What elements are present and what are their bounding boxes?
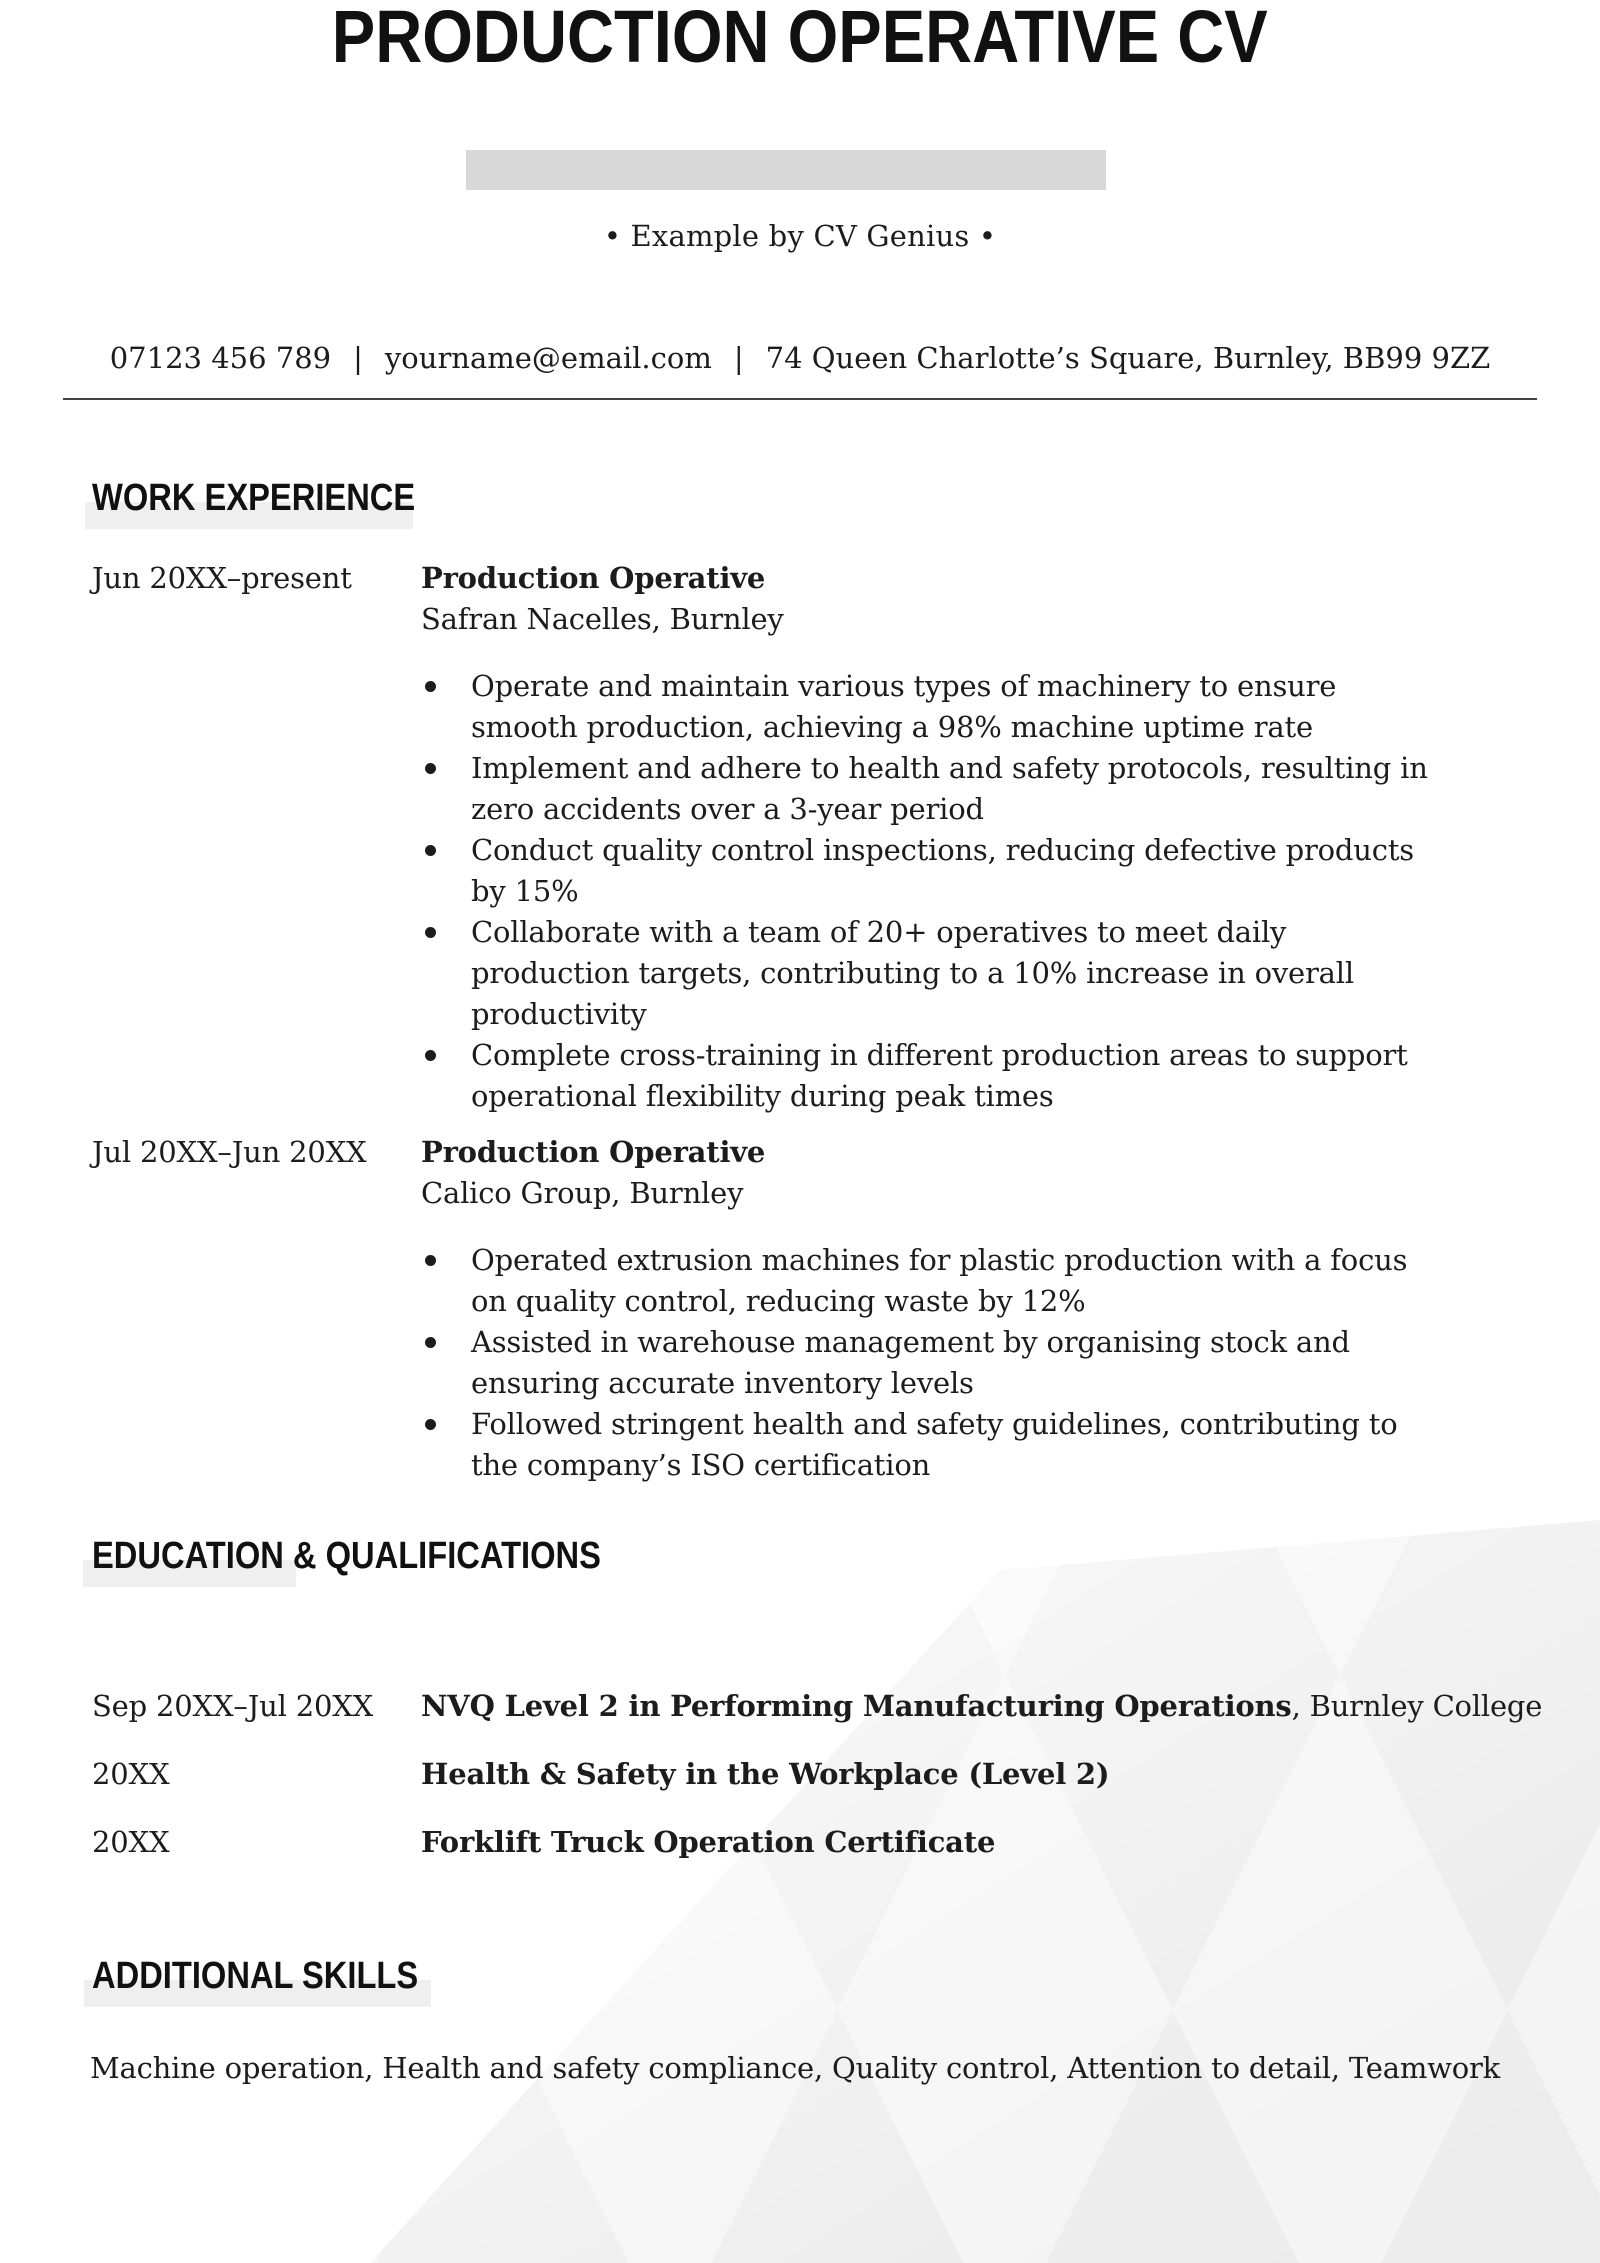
education-dates: 20XX bbox=[92, 1757, 170, 1791]
section-heading-work: WORK EXPERIENCE bbox=[92, 477, 416, 519]
work-entry-company: Calico Group, Burnley bbox=[421, 1176, 744, 1210]
work-entry-company: Safran Nacelles, Burnley bbox=[421, 602, 784, 636]
contact-separator-2: | bbox=[733, 341, 744, 375]
page-title-text: PRODUCTION OPERATIVE CV bbox=[332, 0, 1268, 78]
qualification-suffix: , Burnley College bbox=[1291, 1689, 1543, 1723]
work-entry-body bbox=[421, 558, 1451, 1117]
contact-email[interactable]: yourname@email.com bbox=[384, 341, 712, 375]
header-divider-rule bbox=[63, 398, 1537, 400]
work-entry-title: Production Operative bbox=[421, 561, 766, 595]
qualification-title: Forklift Truck Operation Certificate bbox=[421, 1825, 996, 1859]
contact-line bbox=[0, 338, 1600, 379]
page-subtitle: • Example by CV Genius • bbox=[603, 219, 997, 253]
bullet-item: Complete cross-training in different production areas to support operational flexibility during peak times bbox=[421, 1035, 1431, 1117]
work-entry-body bbox=[421, 1132, 1451, 1486]
bullet-item: Assisted in warehouse management by organising stock and ensuring accurate inventory levels bbox=[421, 1322, 1431, 1404]
education-dates: 20XX bbox=[92, 1825, 170, 1859]
section-heading-skills: ADDITIONAL SKILLS bbox=[92, 1955, 419, 1997]
page-title bbox=[0, 0, 1600, 78]
skills-list-text: Machine operation, Health and safety compliance, Quality control, Attention to detail, Teamwork bbox=[90, 2051, 1501, 2085]
work-entry-dates: Jun 20XX–present bbox=[92, 561, 352, 595]
contact-address: 74 Queen Charlotte’s Square, Burnley, BB99 9ZZ bbox=[765, 341, 1491, 375]
work-entry-dates: Jul 20XX–Jun 20XX bbox=[92, 1135, 367, 1169]
contact-separator-1: | bbox=[353, 341, 363, 375]
bullet-item: Conduct quality control inspections, reducing defective products by 15% bbox=[421, 830, 1431, 912]
bullet-item: Collaborate with a team of 20+ operatives to meet daily production targets, contributing to a 10% increase in overall productivity bbox=[421, 912, 1431, 1035]
title-highlight-bar bbox=[466, 150, 1106, 190]
bullet-item: Implement and adhere to health and safety protocols, resulting in zero accidents over a 3-year period bbox=[421, 748, 1431, 830]
education-detail bbox=[421, 1754, 1541, 1795]
bullet-item: Followed stringent health and safety guidelines, contributing to the company’s ISO certification bbox=[421, 1404, 1431, 1486]
contact-phone: 07123 456 789 bbox=[109, 341, 332, 375]
work-entry-bullet-list bbox=[421, 1240, 1431, 1486]
education-detail bbox=[421, 1822, 1541, 1863]
bullet-item: Operate and maintain various types of machinery to ensure smooth production, achieving a 98% machine uptime rate bbox=[421, 666, 1431, 748]
qualification-title: Health & Safety in the Workplace (Level 2) bbox=[421, 1757, 1110, 1791]
education-detail bbox=[421, 1686, 1541, 1727]
work-entry-bullet-list bbox=[421, 666, 1431, 1117]
bullet-item: Operated extrusion machines for plastic production with a focus on quality control, reducing waste by 12% bbox=[421, 1240, 1431, 1322]
work-entry-title: Production Operative bbox=[421, 1135, 766, 1169]
education-dates: Sep 20XX–Jul 20XX bbox=[92, 1689, 374, 1723]
section-heading-education: EDUCATION & QUALIFICATIONS bbox=[92, 1535, 601, 1577]
qualification-title: NVQ Level 2 in Performing Manufacturing Operations bbox=[421, 1689, 1292, 1723]
